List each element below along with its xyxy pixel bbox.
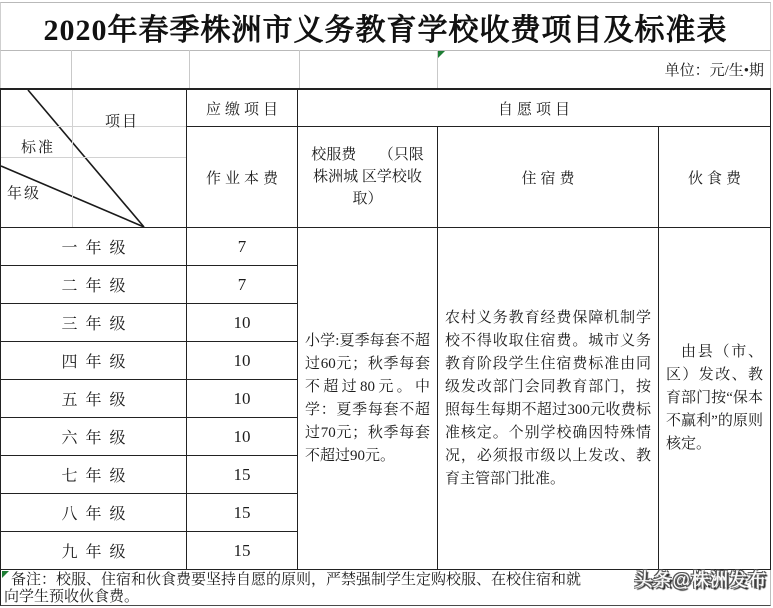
excel-corner-marker-icon	[438, 51, 445, 58]
diagonal-lines	[1, 90, 186, 227]
footnote-line2: 向学生预收伙食费。	[4, 589, 140, 605]
fee-table	[0, 88, 771, 570]
grade-cell: 一年级	[1, 228, 187, 266]
grade-cell: 二年级	[1, 266, 187, 304]
workbook-fee-cell: 10	[187, 418, 298, 456]
workbook-fee-cell: 7	[187, 228, 298, 266]
corner-label-item: 项目	[105, 114, 140, 130]
excel-corner-marker-icon	[2, 571, 9, 578]
header-voluntary-group: 自愿项目	[298, 90, 770, 127]
header-required-group: 应缴项目	[187, 90, 298, 127]
gridline	[1, 157, 186, 158]
header-meal-fee: 伙食费	[659, 127, 770, 228]
diagonal-header-cell	[1, 90, 187, 228]
grade-cell: 五年级	[1, 380, 187, 418]
workbook-fee-cell: 15	[187, 456, 298, 494]
accommodation-fee-policy: 农村义务教育经费保障机制学校不得收取住宿费。城市义务教育阶段学生住宿费标准由同级发改部门会同教育部门，按照每生每期不超过300元收费标准核定。个别学校确因特殊情况，必须报市级以上发改、教育主管部门批准。	[445, 309, 651, 487]
gridline	[189, 50, 190, 88]
uniform-fee-policy: 小学:夏季每套不超过60元；秋季每套不超过80元。中学：夏季每套不超过70元；秋季每套不超过90元。	[305, 332, 430, 464]
gridline	[72, 90, 73, 227]
unit-label: 单位：元/生•期	[664, 63, 764, 79]
page-title: 2020年春季株洲市义务教育学校收费项目及标准表	[0, 2, 771, 50]
grade-cell: 七年级	[1, 456, 187, 494]
footnote	[0, 570, 771, 606]
header-uniform-fee: 校服费 （只限株洲城 区学校收取）	[311, 147, 424, 207]
header-workbook-fee: 作业本费	[187, 127, 298, 228]
meal-fee-policy: 由县（市、区）发改、教育部门按“保本不赢利”的原则核定。	[666, 344, 763, 452]
workbook-fee-cell: 15	[187, 494, 298, 532]
header-accommodation-fee: 住宿费	[438, 127, 659, 228]
workbook-fee-cell: 10	[187, 380, 298, 418]
watermark: 头条@株洲发布	[634, 570, 767, 590]
unit-row	[0, 50, 771, 88]
gridline	[1, 126, 186, 127]
corner-label-standard: 标准	[21, 140, 56, 156]
grade-cell: 八年级	[1, 494, 187, 532]
grade-cell: 六年级	[1, 418, 187, 456]
gridline	[71, 50, 72, 88]
grade-cell: 四年级	[1, 342, 187, 380]
workbook-fee-cell: 10	[187, 304, 298, 342]
gridline	[299, 50, 300, 88]
workbook-fee-cell: 7	[187, 266, 298, 304]
footnote-line1: 备注：校服、住宿和伙食费要坚持自愿的原则，严禁强制学生定购校服、在校住宿和就	[11, 572, 582, 588]
corner-label-grade: 年级	[7, 186, 42, 202]
workbook-fee-cell: 15	[187, 532, 298, 570]
grade-cell: 九年级	[1, 532, 187, 570]
workbook-fee-cell: 10	[187, 342, 298, 380]
grade-cell: 三年级	[1, 304, 187, 342]
